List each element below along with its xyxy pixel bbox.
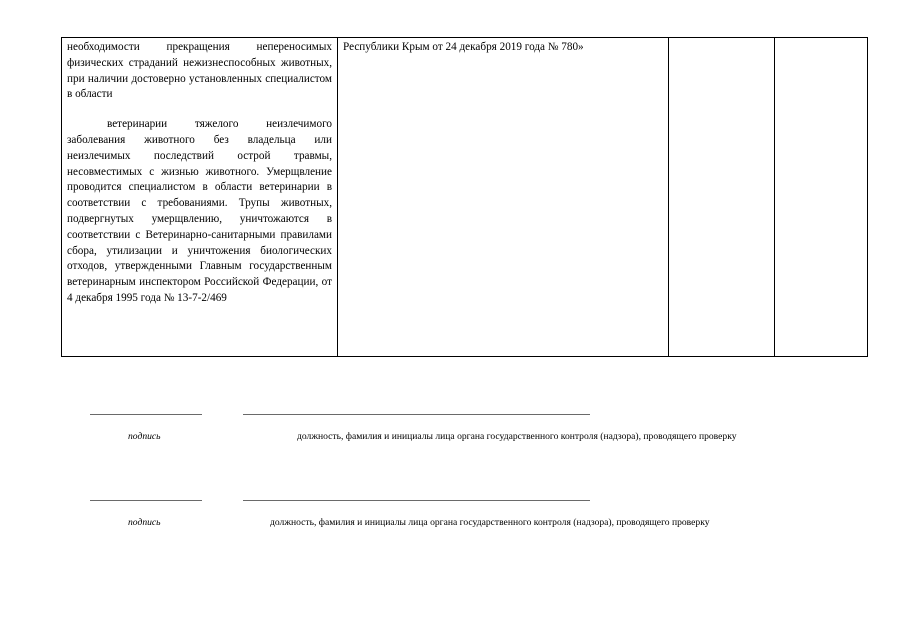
- signature-line-1[interactable]: [90, 414, 202, 415]
- signature-line-2[interactable]: [90, 500, 202, 501]
- legal-reference-text: Республики Крым от 24 декабря 2019 года № 780»: [343, 41, 584, 53]
- table-row: [62, 38, 868, 357]
- position-caption-2: должность, фамилия и инициалы лица органа государственного контроля (надзора), проводящего проверку: [270, 517, 710, 528]
- requirement-cell: [62, 38, 338, 357]
- legal-reference-cell: [338, 38, 669, 357]
- note-cell[interactable]: [775, 38, 868, 357]
- position-caption-1: должность, фамилия и инициалы лица органа государственного контроля (надзора), проводящего проверку: [297, 431, 737, 442]
- signature-caption-2: подпись: [128, 517, 161, 528]
- requirement-text-part2: ветеринарии тяжелого неизлечимого заболевания животного без владельца или неизлечимых последствий острой травмы, несовместимых с жизнью животного. Умерщвление проводится специалистом в области ветеринарии в соответствии с требованиями. Трупы животных, подвергнутых умерщвлению, уничтожаются в соответствии с Ветеринарно-санитарными правилами сбора, утилизации и уничтожения биологических отходов, утвержденными Главным государственным ветеринарным инспектором Российской Федерации, от 4 декабря 1995 года № 13-7-2/469: [67, 118, 332, 304]
- answer-cell[interactable]: [669, 38, 775, 357]
- position-line-1[interactable]: [243, 414, 590, 415]
- signature-caption-1: подпись: [128, 431, 161, 442]
- position-line-2[interactable]: [243, 500, 590, 501]
- requirement-text-part1: необходимости прекращения непереносимых физических страданий нежизнеспособных животных, при наличии достоверно установленных специалистом в области: [67, 41, 332, 101]
- checklist-table: [61, 37, 868, 357]
